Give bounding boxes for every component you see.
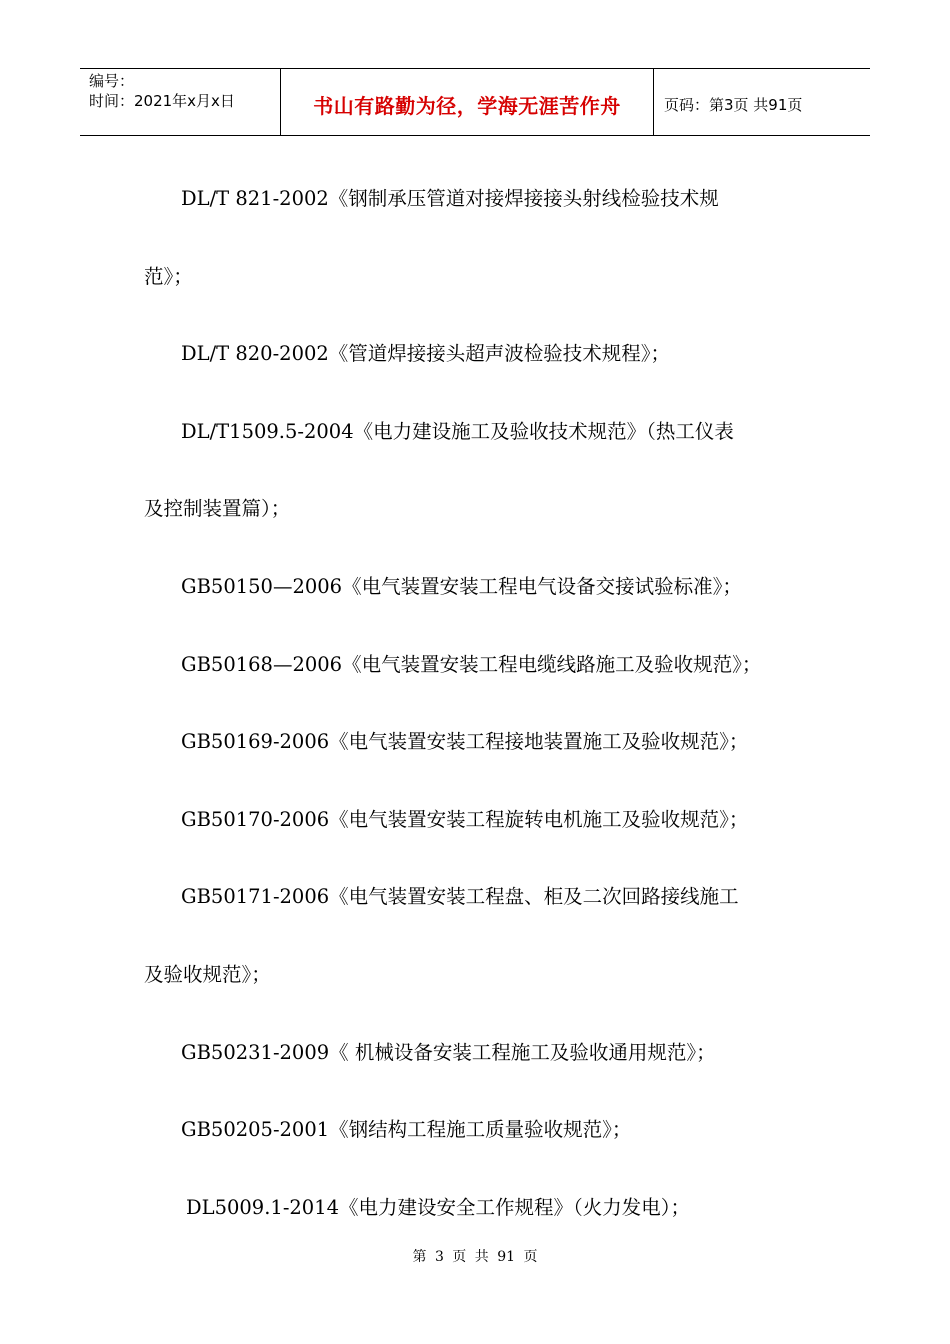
paragraph-line: DL/T 820-2002《管道焊接接头超声波检验技术规程》；	[181, 342, 671, 366]
paragraph-line: GB50168—2006《电气装置安装工程电缆线路施工及验收规范》；	[181, 652, 762, 676]
paragraph-line: GB50169-2006《电气装置安装工程接地装置施工及验收规范》；	[181, 730, 749, 754]
paragraph	[144, 1091, 824, 1169]
paragraph	[144, 781, 824, 859]
doc-number-label: 编号：	[89, 72, 135, 90]
paragraph	[144, 703, 824, 781]
paragraph-line: DL/T1509.5-2004《电力建设施工及验收技术规范》（热工仪表	[181, 419, 734, 443]
document-body	[144, 160, 824, 1246]
paragraph	[144, 160, 824, 315]
time-label: 时间：2021年x月x日	[89, 92, 235, 110]
footer-page-number: 第 3 页 共 91 页	[412, 1249, 538, 1265]
paragraph-line: GB50150—2006《电气装置安装工程电气设备交接试验标准》；	[181, 574, 742, 598]
header-page-cell	[654, 69, 870, 135]
header-meta	[80, 69, 281, 135]
page-footer	[0, 1246, 950, 1266]
paragraph	[144, 315, 824, 393]
paragraph	[144, 1014, 824, 1092]
paragraph	[144, 548, 824, 626]
paragraph-line: 范》；	[144, 264, 193, 288]
paragraph	[144, 626, 824, 704]
paragraph-line: GB50170-2006《电气装置安装工程旋转电机施工及验收规范》；	[181, 807, 749, 831]
header-motto-cell	[281, 69, 654, 135]
page-info: 页码：第3页 共91页	[664, 95, 803, 114]
motto-text: 书山有路勤为径，学海无涯苦作舟	[313, 93, 621, 118]
paragraph	[144, 1169, 824, 1247]
paragraph-line: 及验收规范》；	[144, 962, 271, 986]
paragraph-line: DL/T 821-2002《钢制承压管道对接焊接接头射线检验技术规	[181, 187, 719, 210]
paragraph-line: GB50171-2006《电气装置安装工程盘、柜及二次回路接线施工	[181, 885, 739, 909]
paragraph	[144, 858, 824, 1013]
paragraph-line: 及控制装置篇）；	[144, 497, 291, 521]
page-header	[80, 68, 870, 136]
paragraph-line: DL5009.1-2014《电力建设安全工作规程》（火力发电）；	[186, 1195, 691, 1219]
paragraph-line: GB50205-2001《钢结构工程施工质量验收规范》；	[181, 1118, 632, 1142]
paragraph	[144, 393, 824, 548]
paragraph-line: GB50231-2009《 机械设备安装工程施工及验收通用规范》；	[181, 1040, 716, 1064]
